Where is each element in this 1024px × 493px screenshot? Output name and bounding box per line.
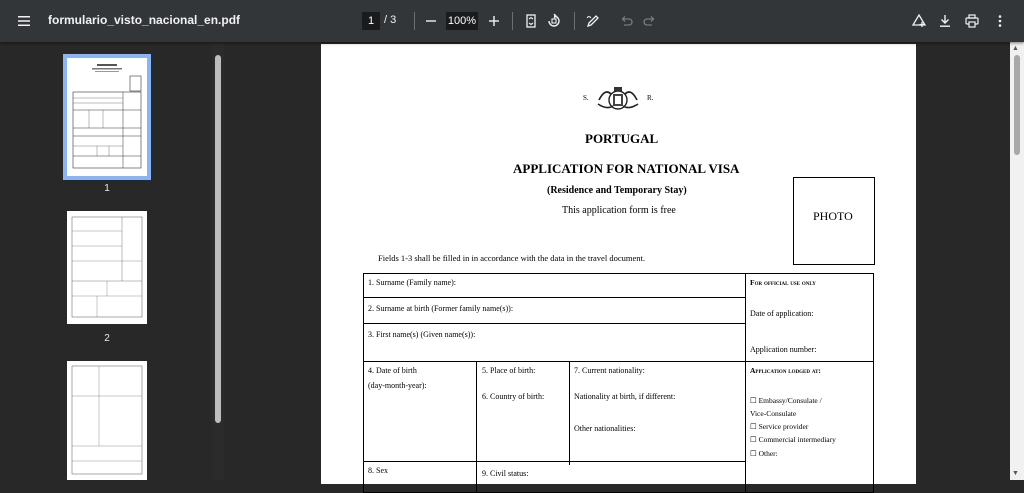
field-current-nationality: 7. Current nationality: bbox=[574, 366, 645, 375]
toolbar-divider bbox=[414, 12, 415, 30]
field-date-of-birth: 4. Date of birth bbox=[368, 366, 417, 375]
annotate-icon[interactable] bbox=[579, 7, 607, 35]
lodged-at-title: Application lodged at: bbox=[750, 366, 821, 375]
field-sex: 8. Sex bbox=[368, 466, 388, 475]
lodged-option-embassy-cont: Vice-Consulate bbox=[750, 409, 797, 418]
page-count bbox=[384, 14, 396, 26]
field-surname-at-birth: 2. Surname at birth (Former family name(s)): bbox=[368, 304, 514, 313]
zoom-input[interactable]: 100% bbox=[446, 12, 478, 30]
official-use-title: For official use only bbox=[750, 278, 816, 287]
table-divider bbox=[569, 361, 570, 465]
toolbar-divider bbox=[574, 12, 575, 30]
field-nationality-at-birth: Nationality at birth, if different: bbox=[574, 392, 676, 401]
free-note: This application form is free bbox=[562, 205, 676, 216]
pdf-toolbar bbox=[0, 0, 1024, 42]
page-number-input[interactable]: 1 bbox=[362, 12, 380, 30]
table-divider bbox=[476, 361, 477, 493]
redo-icon[interactable] bbox=[636, 7, 664, 35]
form-subheading: (Residence and Temporary Stay) bbox=[547, 185, 687, 196]
field-civil-status: 9. Civil status: bbox=[482, 469, 529, 478]
sidebar-scrollbar-thumb[interactable] bbox=[215, 55, 221, 423]
thumbnail-label: 2 bbox=[104, 333, 110, 344]
zoom-in-icon[interactable] bbox=[480, 7, 508, 35]
print-icon[interactable] bbox=[958, 7, 986, 35]
field-first-names: 3. First name(s) (Given name(s)): bbox=[368, 330, 476, 339]
photo-label: PHOTO bbox=[813, 209, 853, 223]
table-line bbox=[363, 361, 874, 362]
thumbnail-page-3[interactable] bbox=[67, 361, 147, 480]
scroll-up-arrow-icon[interactable]: ▲ bbox=[1012, 45, 1019, 52]
download-icon[interactable] bbox=[931, 7, 959, 35]
thumbnail-label: 1 bbox=[104, 183, 110, 194]
field-date-format: (day-month-year): bbox=[368, 381, 427, 390]
emblem-right-text: R. bbox=[647, 94, 654, 102]
pdf-page-1 bbox=[321, 44, 916, 484]
menu-icon[interactable] bbox=[10, 7, 38, 35]
toolbar-divider bbox=[512, 12, 513, 30]
lodged-option-commercial: ☐ Commercial intermediary bbox=[750, 435, 836, 444]
table-divider bbox=[745, 273, 746, 493]
field-surname: 1. Surname (Family name): bbox=[368, 278, 456, 287]
thumbnail-page-2[interactable] bbox=[67, 211, 147, 324]
lodged-option-other: ☐ Other: bbox=[750, 449, 778, 458]
viewer-scrollbar-thumb[interactable] bbox=[1014, 55, 1020, 155]
field-place-of-birth: 5. Place of birth: bbox=[482, 366, 536, 375]
field-country-of-birth: 6. Country of birth: bbox=[482, 392, 545, 401]
document-title: formulario_visto_nacional_en.pdf bbox=[48, 13, 241, 27]
zoom-out-icon[interactable] bbox=[417, 7, 445, 35]
thumbnail-page-1[interactable] bbox=[67, 58, 147, 176]
date-of-application-label: Date of application: bbox=[750, 309, 814, 318]
lodged-option-embassy: ☐ Embassy/Consulate / bbox=[750, 396, 822, 405]
form-heading: APPLICATION FOR NATIONAL VISA bbox=[513, 161, 740, 176]
page-separator: / bbox=[384, 14, 388, 26]
thumbnail-preview bbox=[67, 211, 147, 324]
emblem-left-text: S. bbox=[583, 94, 589, 102]
save-to-drive-icon[interactable] bbox=[905, 7, 933, 35]
lodged-option-service-provider: ☐ Service provider bbox=[750, 422, 809, 431]
table-line bbox=[363, 461, 746, 462]
country-title: PORTUGAL bbox=[585, 131, 659, 146]
thumbnail-preview bbox=[67, 58, 147, 176]
total-pages: 3 bbox=[390, 14, 397, 26]
rotate-icon[interactable] bbox=[540, 7, 568, 35]
scroll-down-arrow-icon[interactable]: ▼ bbox=[1012, 470, 1019, 477]
field-other-nationalities: Other nationalities: bbox=[574, 424, 636, 433]
thumbnail-preview bbox=[67, 361, 147, 480]
fields-note: Fields 1-3 shall be filled in in accordance with the data in the travel document. bbox=[378, 253, 645, 263]
application-number-label: Application number: bbox=[750, 345, 817, 354]
table-line bbox=[363, 297, 746, 298]
more-options-icon[interactable] bbox=[986, 7, 1014, 35]
coat-of-arms-icon bbox=[595, 84, 641, 116]
table-line bbox=[363, 323, 746, 324]
